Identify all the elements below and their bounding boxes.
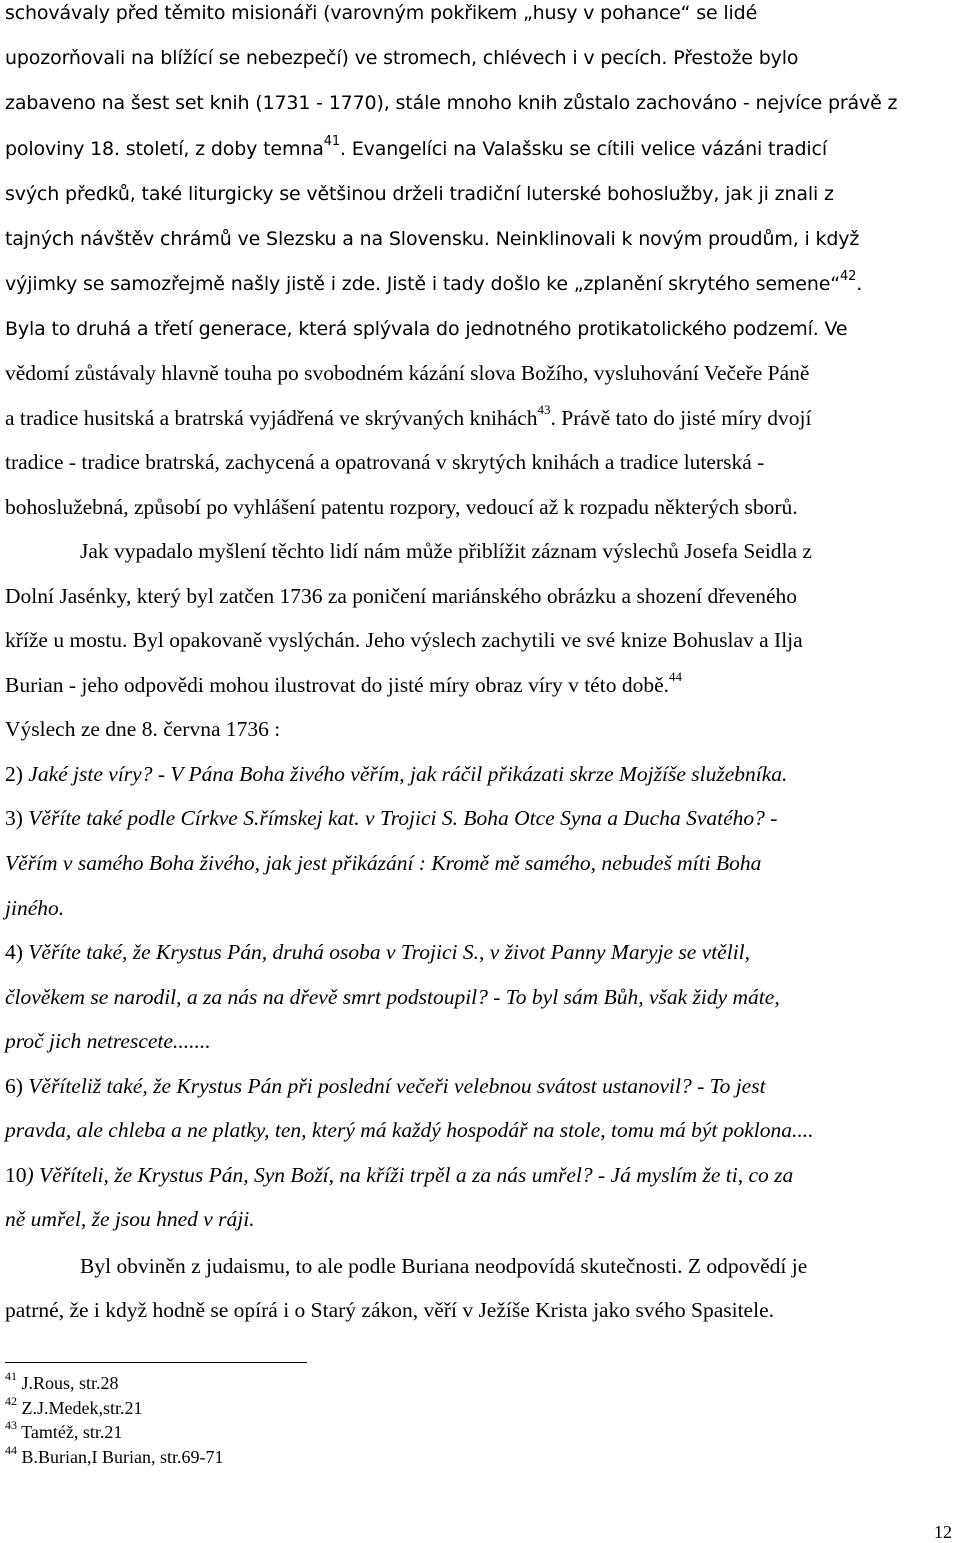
question-4	[5, 939, 750, 965]
text-line: patrné, že i když hodně se opírá i o Starý zákon, věří v Ježíše Krista jako svého Spasitele.	[5, 1298, 774, 1322]
text-line: tajných návštěv chrámů ve Slezsku a na Slovensku. Neinklinovali k novým proudům, i když	[5, 228, 860, 250]
question-10	[5, 1162, 793, 1188]
text-line: jiného.	[5, 896, 65, 920]
footnote-text: Z.J.Medek,str.21	[17, 1398, 143, 1418]
question-text: ) Věříteli, že Krystus Pán, Syn Boží, na kříži trpěl a za nás umřel? - Já myslím že ti, co za	[26, 1163, 794, 1187]
text-line: schovávaly před těmito misionáři (varovným pokřikem „husy v pohance“ se lidé	[5, 2, 758, 24]
footnote	[5, 1369, 119, 1394]
question-number: 4)	[5, 940, 29, 964]
text-run: .	[856, 273, 863, 295]
text-run: výjimky se samozřejmě našly jistě i zde. Jistě i tady došlo ke „zplanění skrytého semene“	[5, 273, 840, 295]
text-run: . Evangelíci na Valašsku se cítili velice vázáni tradicí	[339, 138, 827, 160]
question-number: 10	[5, 1163, 27, 1187]
text-run: a tradice husitská a bratrská vyjádřená ve skrývaných knihách	[5, 406, 538, 430]
footnote-text: Tamtéž, str.21	[17, 1422, 123, 1442]
text-run: . Právě tato do jisté míry dvojí	[550, 406, 812, 430]
text-line: Výslech ze dne 8. června 1736 :	[5, 717, 281, 741]
text-run: poloviny 18. století, z doby temna	[5, 138, 324, 160]
question-6	[5, 1073, 766, 1099]
page-number: 12	[934, 1522, 952, 1542]
footnote-number: 42	[5, 1394, 17, 1408]
footnote-text: J.Rous, str.28	[17, 1373, 119, 1393]
footnote-number: 43	[5, 1418, 17, 1432]
footnote-number: 44	[5, 1443, 17, 1457]
footnote-ref: 43	[537, 401, 551, 417]
text-line: pravda, ale chleba a ne platky, ten, který má každý hospodář na stole, tomu má být poklona....	[5, 1118, 814, 1142]
text-line: tradice - tradice bratrská, zachycená a opatrovaná v skrytých knihách a tradice luterská -	[5, 450, 765, 474]
question-number: 6)	[5, 1074, 29, 1098]
paragraph-start: Byl obviněn z judaismu, to ale podle Buriana neodpovídá skutečnosti. Z odpovědí je	[80, 1254, 808, 1278]
footnote-ref: 41	[323, 133, 340, 149]
text-line: Dolní Jasénky, který byl zatčen 1736 za poničení mariánského obrázku a shození dřeveného	[5, 584, 798, 608]
text-line: vědomí zůstávaly hlavně touha po svobodném kázání slova Božího, vysluhování Večeře Páně	[5, 361, 810, 385]
footnote	[5, 1443, 224, 1468]
footnote-number: 41	[5, 1369, 17, 1383]
text-line: bohoslužebná, způsobí po vyhlášení patentu rozpory, vedoucí až k rozpadu některých sborů.	[5, 495, 798, 519]
text-run: Burian - jeho odpovědi mohou ilustrovat do jisté míry obraz víry v této době.	[5, 673, 669, 697]
question-number: 3)	[5, 806, 29, 830]
footnote-ref: 42	[839, 268, 857, 284]
footnote	[5, 1394, 143, 1419]
question-number: 2)	[5, 762, 29, 786]
text-line: svých předků, také liturgicky se většinou drželi tradiční luterské bohoslužby, jak ji znali z	[5, 183, 834, 205]
footnote-text: B.Burian,I Burian, str.69-71	[17, 1447, 224, 1467]
footnote	[5, 1418, 123, 1443]
text-line: ně umřel, že jsou hned v ráji.	[5, 1207, 255, 1231]
footnote-ref: 44	[669, 668, 682, 684]
question-2	[5, 761, 787, 787]
question-text: Jaké jste víry? - V Pána Boha živého věřím, jak ráčil přikázati skrze Mojžíše služebníka.	[28, 762, 788, 786]
text-line: proč jich netrescete.......	[5, 1029, 211, 1053]
text-line	[5, 401, 812, 431]
text-line: zabaveno na šest set knih (1731 - 1770), stále mnoho knih zůstalo zachováno - nejvíce právě z	[5, 92, 898, 114]
text-line	[5, 668, 682, 698]
question-text: Věříteliž také, že Krystus Pán při poslední večeři velebnou svátost ustanovil? - To jest	[28, 1074, 766, 1098]
question-text: Věříte také podle Církve S.římskej kat. v Trojici S. Boha Otce Syna a Ducha Svatého? -	[28, 806, 778, 830]
text-line	[5, 268, 863, 297]
text-line: Byla to druhá a třetí generace, která splývala do jednotného protikatolického podzemí. Ve	[5, 318, 848, 340]
text-line: upozorňovali na blížící se nebezpečí) ve stromech, chlévech i v pecích. Přestože bylo	[5, 47, 799, 69]
text-line: člověkem se narodil, a za nás na dřevě smrt podstoupil? - To byl sám Bůh, však židy máte,	[5, 985, 780, 1009]
footnote-separator	[5, 1362, 307, 1363]
question-3	[5, 805, 777, 831]
text-line	[5, 133, 827, 162]
paragraph-start: Jak vypadalo myšlení těchto lidí nám může přiblížit záznam výslechů Josefa Seidla z	[80, 539, 812, 563]
text-line: Věřím v samého Boha živého, jak jest přikázání : Kromě mě samého, nebudeš míti Boha	[5, 851, 762, 875]
question-text: Věříte také, že Krystus Pán, druhá osoba v Trojici S., v život Panny Maryje se vtělil,	[28, 940, 751, 964]
text-line: kříže u mostu. Byl opakovaně vyslýchán. Jeho výslech zachytili ve své knize Bohuslav a Ilja	[5, 628, 803, 652]
